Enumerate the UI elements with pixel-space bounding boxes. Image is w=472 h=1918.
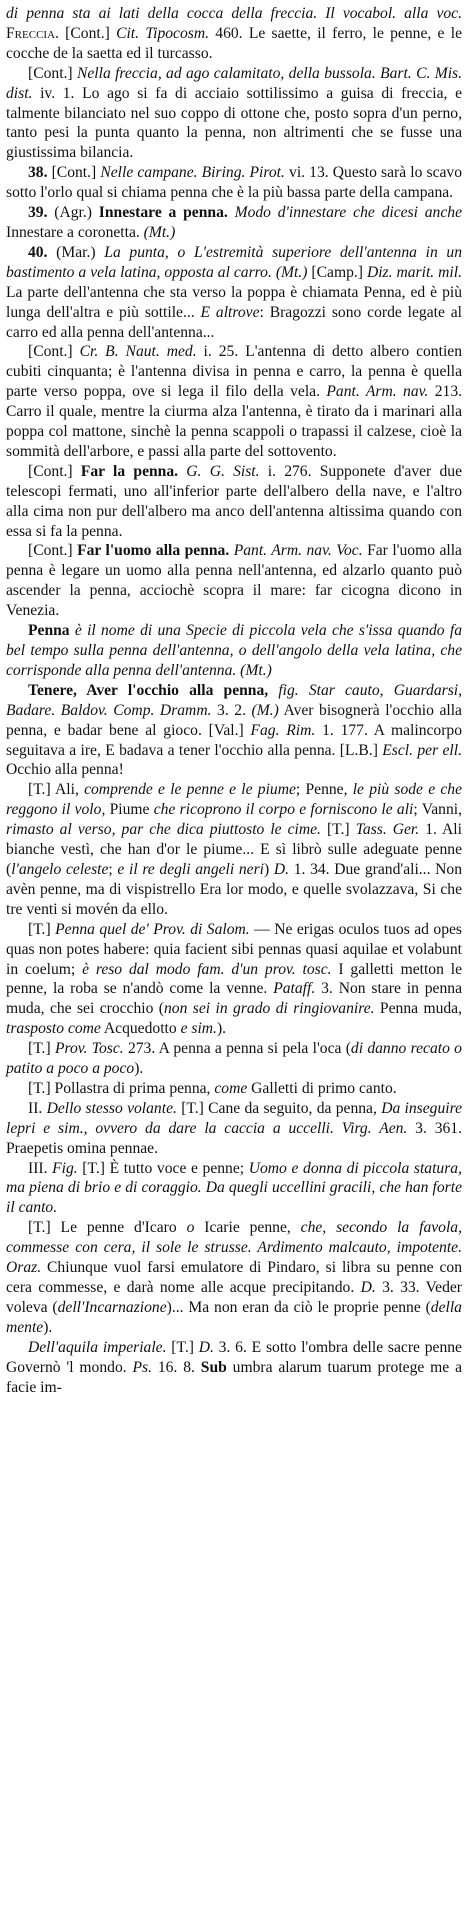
body-text: ). [216,1020,227,1038]
italic-text: non sei in grado di ringiovanire. [164,1000,375,1018]
italic-text: Da inseguire lepri e sim., ovvero da dare la caccia a uccelli. Virg. Aen. [6,1099,462,1137]
body-text: [T.] Le penne d'Icaro [28,1219,187,1237]
body-text: i. 25. L'antenna di detto albero contien cubiti cinquanta; è l'antenna divisa in penna e carro, la penna è quella parte verso poppa, ove si lega il filo della vela. [6,343,462,401]
body-text: ). [43,1318,53,1336]
entry-paragraph [6,243,462,343]
body-text: [T.] È tutto voce e penne; [77,1159,249,1177]
italic-text: Dell'aquila imperiale. [28,1338,167,1356]
entry-paragraph [6,1338,462,1398]
italic-text: D. [360,1279,376,1296]
entry-paragraph [6,163,462,203]
italic-text: Diz. marit. mil. [366,263,462,281]
entry-paragraph [6,541,462,621]
entry-paragraph [6,1039,462,1079]
small-caps-text: Freccia [6,24,56,42]
body-text: ). [134,1060,144,1078]
italic-text: Pant. Arm. nav. Voc. [233,542,363,560]
italic-text: Penna quel de' Prov. di Salom. [55,920,250,938]
italic-text: le più sode e che reggono il volo [6,781,462,819]
body-text: [T.] Ali, [28,781,85,799]
bold-headword: Far l'uomo alla penna. [77,542,230,560]
body-text: Acquedotto [100,1020,181,1038]
body-text: [Cont.] [28,462,81,480]
italic-text: Fag. Rim. [250,721,316,739]
italic-text: è reso dal modo fam. d'un prov. tosc. [82,960,332,978]
body-text: [T.] [166,1338,199,1356]
bold-headword: 39. [28,204,48,222]
body-text: , Piume [101,801,154,819]
body-text: : Bragozzi sono corde legate al carro ed alla penna dell'antenna... [6,303,462,341]
italic-text: (Mt.) [143,223,176,241]
italic-text: di danno recato o patito a poco a poco [6,1040,462,1078]
italic-text: G. G. Sist. [186,462,260,480]
body-text: 3. 361. Praepetis omina pennae. [6,1119,463,1157]
body-text: Innestare a coronetta. [6,223,144,241]
italic-text: Prov. Tosc. [54,1040,124,1058]
body-text: III. [28,1159,53,1177]
body-text: II. [28,1099,47,1117]
body-text: [Cont.] [28,64,77,82]
bold-headword: Innestare a penna. [98,204,228,222]
body-text: Penna muda, [374,1000,462,1018]
italic-text: che ricoprono il corpo e forniscono le ali [153,801,414,819]
body-text: 3. 33. Veder voleva ( [6,1279,462,1316]
body-text: 213. Carro il quale, mentre la ciurma alza l'antenna, è tirato da i marinari alla poppa col mattone, sinchè la penna scappoli o trapassi il calzese, cioè la sommità dell'arbore, e passi alla parte del sottovento. [6,383,463,460]
body-text: [Cont.] [28,343,80,361]
entry-paragraph [6,1079,462,1099]
body-text: 1. 34. Due grand'ali... Non avèn penne, ma di vispistrello Era lor modo, e quelle svolazzava, Si che tre venti si movén da ello. [6,860,462,918]
body-text: )... Ma non eran da ciò le proprie penne ( [166,1298,431,1316]
body-text: La parte dell'antenna che sta verso la poppa è chiamata Penna, ed è più lunga dell'altra e più sottile... [6,283,462,321]
italic-text: Nella freccia, ad ago calamitato, della bussola. Bart. C. Mis. dist. [6,64,463,102]
italic-text: (M.) [251,701,279,719]
entry-paragraph [6,64,462,164]
italic-text: D. [198,1338,214,1356]
body-text: [T.] Pollastra di prima penna, [28,1079,215,1097]
entry-paragraph [6,342,462,461]
entry-paragraph [6,621,462,681]
italic-text: La punta, o L'estremità superiore dell'antenna in un bastimento a vela latina, opposta al carro. (Mt.) [6,243,463,281]
italic-text: Pant. Arm. nav. [326,383,429,401]
italic-text: Cr. B. Naut. med. [79,343,197,361]
body-text: ; Vanni, [413,801,462,819]
body-text: (Agr.) [47,204,99,222]
italic-text: che, secondo la favola, commesse con cera, il sole le strusse. Ardimento malcauto, impotente. Oraz. [6,1219,463,1277]
italic-text: o [186,1219,195,1237]
body-text: umbra alarum tuarum protege me a facie im- [6,1358,462,1396]
body-text: Aver bisognerà l'occhio alla penna, e badar bene al gioco. [Val.] [6,701,462,739]
body-text: I galletti metton le penne, la roba se n'andò come la venne. [6,960,462,998]
entry-paragraph [6,203,462,243]
italic-text: E altrove [200,303,260,321]
entry-paragraph [6,920,462,1039]
italic-text: Nelle campane. Biring. Pirot. [100,164,285,182]
italic-text: è il nome di una Specie di piccola vela che s'issa quando fa bel tempo sulla penna dell'antenna, o dell'angolo della vela latina, che corrisponde alla penna dell'antenna. (Mt.) [6,622,462,679]
entry-paragraph [6,462,462,542]
body-text: [T.] [28,1040,55,1058]
italic-text: della mente [6,1298,462,1336]
body-text [228,204,235,221]
bold-headword: 40. [28,243,48,261]
body-text: i. 276. Supponete d'aver due telescopi fermati, uno all'inferior parte dell'albero della nave, e l'altro alla cima non pur dell'albero ma anco dell'antenna altissima quando con essa si fa la penna. [6,462,462,540]
body-text: ; [108,860,118,878]
entry-paragraph [6,1099,462,1159]
body-text: 3. 6. E sotto l'ombra delle sacre penne Governò 'l mondo. [6,1338,462,1376]
body-text: [T.] [28,920,56,938]
body-text: Chiunque vuol farsi emulatore di Pindaro, si libra su penne con cera commesse, e darà nome alle acque precipitando. [6,1259,462,1296]
body-text: 16. 8. [152,1358,201,1376]
body-text: Occhio alla penna! [6,761,124,779]
body-text: Far l'uomo alla penna è legare un uomo alla penna nell'antenna, ed alzarlo quanto può ascender la penna, acciochè scopra il mare: far cicogna dicono in Venezia. [6,542,462,620]
italic-text: fig. Star cauto, Guardarsi, Badare. Baldov. Comp. Dramm. [6,681,462,719]
bold-headword: Sub [200,1358,227,1376]
body-text: Galletti di primo canto. [247,1079,397,1097]
body-text: [T.] Cane da seguito, da penna, [176,1099,382,1117]
body-text: 3. 2. [211,701,252,719]
italic-text: Tass. Ger. [355,821,420,839]
body-text: . [Cont.] [55,24,117,42]
body-text: vi. 13. Questo sarà lo scavo sotto l'orlo qual si chiama penna che è la più bassa parte della campana. [6,164,463,202]
italic-text: D. [273,860,290,878]
italic-text: di penna sta ai lati della cocca della freccia. Il vocabol. alla voc. [6,5,462,22]
body-text: 273. A penna a penna si pela l'oca ( [123,1040,351,1058]
body-text: iv. 1. Lo ago si fa di acciaio sottilissimo a guisa di freccia, e talmente bilanciato nel suo coppo di ottone che, posto sopra d'un perno, tanto pesi la punta quanto la penna, non altrimenti che se fusse una giustissima bilancia. [6,84,462,162]
body-text: ) [264,860,274,878]
bold-headword: Penna [28,622,70,640]
italic-text: come [214,1079,248,1097]
body-text: [Cont.] [47,164,101,182]
entry-paragraph [6,4,462,64]
italic-text: Cit. Tipocosm. [116,24,209,42]
italic-text: rimasto al verso, par che dica piuttosto le cime. [6,821,321,839]
body-text: (Mar.) [47,243,105,261]
italic-text: Dello stesso volante. [46,1099,177,1117]
body-text: 3. Non stare in penna muda, che sei crocchio ( [6,980,462,1018]
body-text: [Cont.] [28,542,78,560]
body-text [268,682,278,699]
italic-text: Escl. per ell. [382,741,462,759]
entry-paragraph [6,780,462,919]
body-text: [T.] [320,821,356,839]
bold-headword: 38. [28,164,48,182]
body-text: 1. Ali bianche vestì, che han d'or le piume... E sì librò sulle adeguate penne ( [6,821,462,878]
italic-text: e sim. [180,1020,217,1038]
italic-text: Fig. [52,1159,78,1177]
italic-text: l'angelo celeste [11,860,109,878]
italic-text: comprende e le penne e le piume [84,781,296,799]
entry-paragraph [6,1159,462,1219]
body-text: [Camp.] [307,263,367,281]
body-text: ; Penne, [295,781,353,799]
italic-text: Ps. [132,1358,152,1376]
bold-headword: Tenere, Aver l'occhio alla penna, [28,681,269,699]
body-text: 460. Le saette, il ferro, le penne, e le cocche de la saetta ed il turcasso. [6,24,462,62]
body-text: 1. 177. A malincorpo seguitava a ire, E badava a tener l'occhio alla penna. [L.B.] [6,721,462,759]
body-text: — Ne erigas oculos tuos ad opes quas non potes habere: quia facient sibi pennas quasi aquilae et volabunt in coelum; [6,920,462,978]
body-text: Icarie penne, [194,1219,301,1237]
italic-text: Pataff. [273,980,316,998]
entry-paragraph [6,681,462,781]
italic-text: trasposto come [6,1020,101,1038]
italic-text: Modo d'innestare che dicesi anche [234,204,462,222]
italic-text: dell'Incarnazione [57,1298,167,1316]
bold-headword: Far la penna. [80,462,179,480]
entry-paragraph [6,1218,462,1337]
italic-text: e il re degli angeli neri [117,860,265,878]
italic-text: Uomo e donna di piccola statura, ma piena di brio e di coraggio. Da quegli uccellini gracili, che han forte il canto. [6,1159,462,1217]
